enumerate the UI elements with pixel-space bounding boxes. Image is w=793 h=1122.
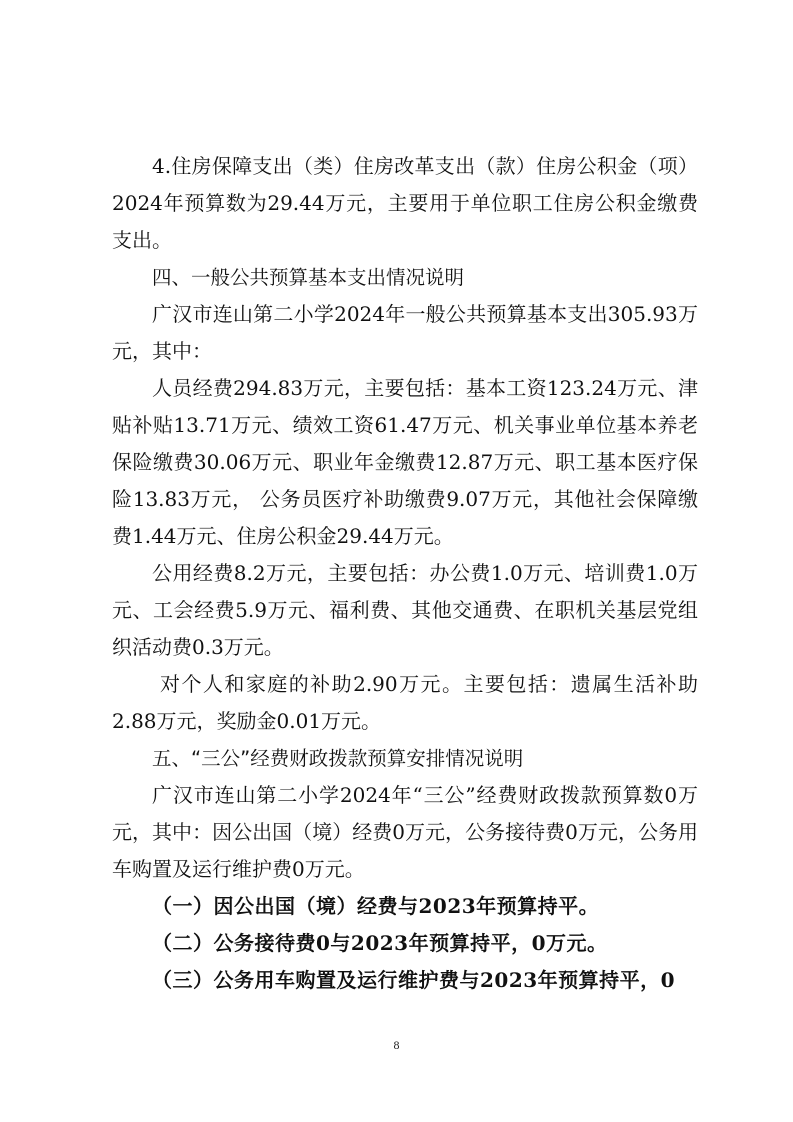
subheading-vehicle: （三）公务用车购置及运行维护费与2023年预算持平，0 bbox=[152, 968, 676, 992]
paragraph-family-subsidy: 对个人和家庭的补助2.90万元。主要包括：遗属生活补助2.88万元，奖励金0.01万元。 bbox=[112, 672, 698, 733]
paragraph-public-expenses: 公用经费8.2万元，主要包括：办公费1.0万元、培训费1.0万元、工会经费5.9万元、福利费、其他交通费、在职机关基层党组织活动费0.3万元。 bbox=[112, 561, 698, 659]
paragraph-basic-expenditure-total: 广汉市连山第二小学2024年一般公共预算基本支出305.93万元，其中： bbox=[112, 302, 698, 363]
page-body bbox=[112, 148, 698, 999]
paragraph-housing-fund: 4.住房保障支出（类）住房改革支出（款）住房公积金（项）2024年预算数为29.44万元，主要用于单位职工住房公积金缴费支出。 bbox=[112, 154, 698, 252]
paragraph-personnel-expenses: 人员经费294.83万元，主要包括：基本工资123.24万元、津贴补贴13.71万元、绩效工资61.47万元、机关事业单位基本养老保险缴费30.06万元、职业年金缴费12.87万元、职工基本医疗保险13.83万元， 公务员医疗补助缴费9.07万元，其他社会保障缴费1.44万元、住房公积金29.44万元。 bbox=[112, 376, 698, 548]
paragraph-three-public-total: 广汉市连山第二小学2024年“三公”经费财政拨款预算数0万元，其中：因公出国（境）经费0万元，公务接待费0万元，公务用车购置及运行维护费0万元。 bbox=[112, 783, 698, 881]
page-number: 8 bbox=[393, 1038, 400, 1052]
subheading-overseas-travel: （一）因公出国（境）经费与2023年预算持平。 bbox=[152, 894, 600, 918]
section-heading-basic-expenditure: 四、一般公共预算基本支出情况说明 bbox=[152, 266, 465, 289]
section-heading-three-public: 五、“三公”经费财政拨款预算安排情况说明 bbox=[152, 747, 524, 770]
subheading-reception: （二）公务接待费0与2023年预算持平，0万元。 bbox=[152, 931, 608, 955]
